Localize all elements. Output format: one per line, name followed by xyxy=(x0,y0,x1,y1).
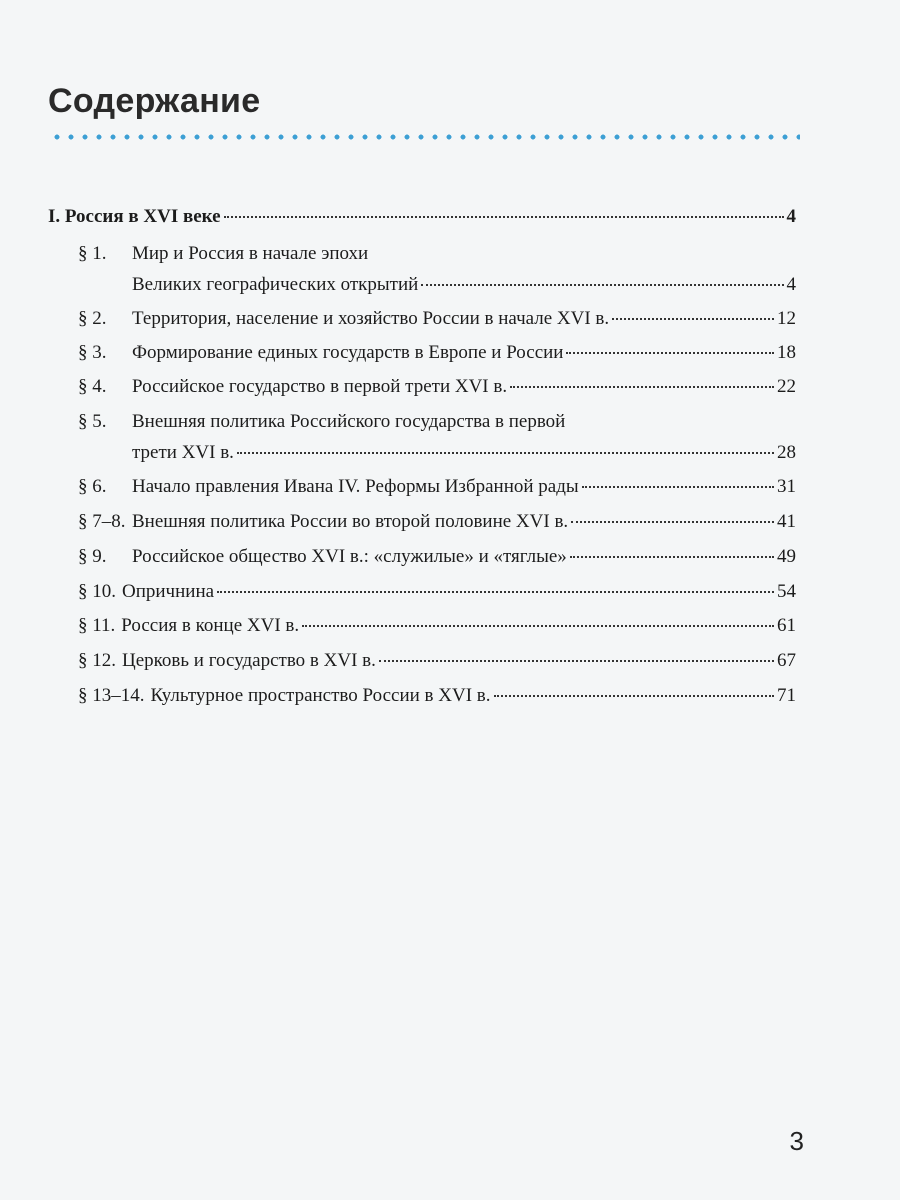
section-title: Начало правления Ивана IV. Реформы Избранной рады xyxy=(132,476,579,497)
page-ref: 54 xyxy=(777,581,796,602)
section-number: § 10. xyxy=(78,581,116,602)
section-title: Российское общество XVI в.: «служилые» и «тяглые» xyxy=(132,546,567,567)
section-title: Церковь и государство в XVI в. xyxy=(122,650,376,671)
section-title: Культурное пространство России в XVI в. xyxy=(150,685,491,706)
page-ref: 4 xyxy=(786,274,796,295)
dot-leader xyxy=(494,695,775,697)
section-number: § 1. xyxy=(78,243,107,264)
page-number: 3 xyxy=(789,1126,804,1156)
page-ref: 41 xyxy=(777,511,796,532)
section-number: § 11. xyxy=(78,615,116,636)
section-number: § 6. xyxy=(78,476,107,497)
toc-entry-7-8[interactable] xyxy=(78,511,796,533)
dot-leader xyxy=(582,486,774,488)
toc-entry-12[interactable] xyxy=(78,650,796,672)
page-ref: 49 xyxy=(777,546,796,567)
dotted-divider xyxy=(50,132,800,142)
dot-leader xyxy=(566,352,774,354)
toc-part-heading[interactable] xyxy=(48,206,796,228)
toc-entry-9[interactable] xyxy=(78,546,796,568)
section-title-line-1: Мир и Россия в начале эпохи xyxy=(132,243,369,264)
dot-leader xyxy=(421,284,783,286)
dot-leader xyxy=(510,386,774,388)
page-ref: 61 xyxy=(777,615,796,636)
section-number: § 9. xyxy=(78,546,107,567)
page-ref: 22 xyxy=(777,376,796,397)
dot-leader xyxy=(217,591,774,593)
section-title: Формирование единых государств в Европе и России xyxy=(132,342,564,363)
toc-entry-1-cont[interactable] xyxy=(132,274,796,296)
page-ref: 4 xyxy=(786,206,796,227)
section-number: § 13–14. xyxy=(78,685,145,706)
dot-leader xyxy=(570,556,774,558)
part-title: I. Россия в XVI веке xyxy=(48,206,221,227)
section-number: § 4. xyxy=(78,376,107,397)
section-number: § 12. xyxy=(78,650,116,671)
dot-leader xyxy=(224,216,784,218)
section-title: Опричнина xyxy=(122,581,215,602)
page-ref: 31 xyxy=(777,476,796,497)
section-number: § 3. xyxy=(78,342,107,363)
dot-leader xyxy=(237,452,774,454)
section-title-line-2: трети XVI в. xyxy=(132,442,234,463)
toc-entry-4[interactable] xyxy=(78,376,796,398)
section-number: § 2. xyxy=(78,308,107,329)
section-title: Внешняя политика России во второй половине XVI в. xyxy=(132,511,569,532)
page-ref: 18 xyxy=(777,342,796,363)
page-ref: 12 xyxy=(777,308,796,329)
page-title: Содержание xyxy=(48,82,261,120)
section-title: Россия в конце XVI в. xyxy=(121,615,300,636)
page-ref: 28 xyxy=(777,442,796,463)
toc-entry-10[interactable] xyxy=(78,581,796,603)
toc-entry-11[interactable] xyxy=(78,615,796,637)
page-ref: 67 xyxy=(777,650,796,671)
dot-leader xyxy=(571,521,774,523)
dot-leader xyxy=(612,318,774,320)
section-title: Российское государство в первой трети XVI в. xyxy=(132,376,508,397)
section-title: Территория, население и хозяйство России в начале XVI в. xyxy=(132,308,610,329)
toc-entry-13-14[interactable] xyxy=(78,685,796,707)
dot-leader xyxy=(379,660,774,662)
section-title-line-2: Великих географических открытий xyxy=(132,274,419,295)
toc-entry-2[interactable] xyxy=(78,308,796,330)
section-number: § 5. xyxy=(78,411,107,432)
toc-entry-5-cont[interactable] xyxy=(132,442,796,464)
toc-entry-3[interactable] xyxy=(78,342,796,364)
dot-leader xyxy=(302,625,774,627)
section-number: § 7–8. xyxy=(78,511,126,532)
section-title-line-1: Внешняя политика Российского государства в первой xyxy=(132,411,566,432)
toc-entry-6[interactable] xyxy=(78,476,796,498)
page-ref: 71 xyxy=(777,685,796,706)
toc-entry-5[interactable] xyxy=(78,411,796,433)
toc-entry-1[interactable] xyxy=(78,243,796,265)
